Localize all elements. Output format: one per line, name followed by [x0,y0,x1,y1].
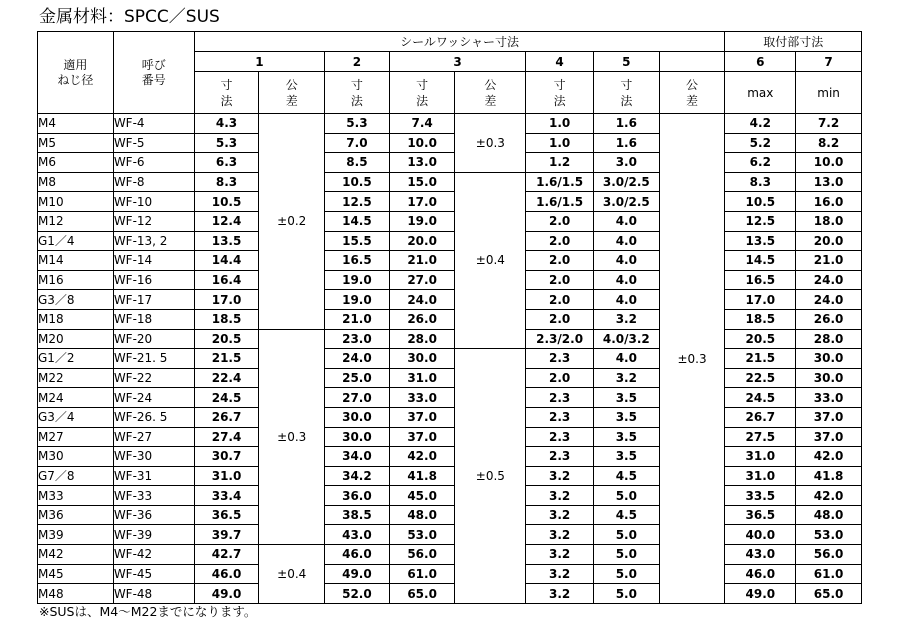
dim2-cell: 19.0 [325,290,390,310]
dim5-cell: 3.0/2.5 [593,172,659,192]
mount-min-cell: 42.0 [796,447,862,467]
header-col-2: 2 [325,52,390,72]
header-col-6: 6 [725,52,796,72]
dim1-cell: 12.4 [194,211,259,231]
dim2-cell: 52.0 [325,584,390,604]
table-row [38,251,862,271]
table-row [38,114,862,134]
model-cell: WF-30 [113,447,194,467]
mount-min-cell: 42.0 [796,486,862,506]
dim3-cell: 42.0 [389,447,455,467]
dim5-cell: 3.0/2.5 [593,192,659,212]
model-cell: WF-5 [113,133,194,153]
mount-min-cell: 7.2 [796,114,862,134]
table-row [38,172,862,192]
table-row [38,270,862,290]
dim2-cell: 49.0 [325,564,390,584]
table-row [38,153,862,173]
mount-min-cell: 37.0 [796,427,862,447]
header-col-5-blank [659,52,725,72]
mount-min-cell: 41.8 [796,466,862,486]
size-cell: M5 [38,133,114,153]
dim5-cell: 3.5 [593,447,659,467]
dim1-cell: 22.4 [194,368,259,388]
dim5-cell: 4.5 [593,466,659,486]
size-cell: G7／8 [38,466,114,486]
dim3-cell: 61.0 [389,564,455,584]
dim5-cell: 3.2 [593,368,659,388]
dim2-cell: 43.0 [325,525,390,545]
mount-max-cell: 8.3 [725,172,796,192]
size-cell: M10 [38,192,114,212]
dim1-cell: 39.7 [194,525,259,545]
dim1-cell: 31.0 [194,466,259,486]
dim2-cell: 21.0 [325,309,390,329]
dim1-cell: 26.7 [194,407,259,427]
dim2-cell: 5.3 [325,114,390,134]
dim3-cell: 10.0 [389,133,455,153]
dim3-cell: 17.0 [389,192,455,212]
dim3-cell: 48.0 [389,505,455,525]
dim3-cell: 37.0 [389,427,455,447]
table-row [38,133,862,153]
header-kousa-1: 公 差 [259,72,325,114]
model-cell: WF-4 [113,114,194,134]
dim4-cell: 1.0 [526,114,594,134]
mount-max-cell: 4.2 [725,114,796,134]
dim5-cell: 4.0 [593,211,659,231]
mount-min-cell: 37.0 [796,407,862,427]
dim5-cell: 4.5 [593,505,659,525]
dim3-cell: 26.0 [389,309,455,329]
dim2-cell: 24.0 [325,349,390,369]
dim5-cell: 3.5 [593,407,659,427]
size-cell: M20 [38,329,114,349]
dim3-cell: 53.0 [389,525,455,545]
model-cell: WF-8 [113,172,194,192]
dim5-cell: 4.0 [593,290,659,310]
header-kousa-3: 公 差 [455,72,526,114]
dim1-cell: 36.5 [194,505,259,525]
dim5-cell: 5.0 [593,545,659,565]
table-row [38,211,862,231]
size-cell: M45 [38,564,114,584]
dim5-cell: 3.5 [593,388,659,408]
spec-table [37,31,862,604]
dim4-cell: 2.0 [526,290,594,310]
table-row [38,584,862,604]
size-cell: G1／2 [38,349,114,369]
dim4-cell: 3.2 [526,486,594,506]
dim1-cell: 13.5 [194,231,259,251]
model-cell: WF-20 [113,329,194,349]
mount-max-cell: 31.0 [725,466,796,486]
mount-max-cell: 26.7 [725,407,796,427]
dim3-cell: 21.0 [389,251,455,271]
mount-max-cell: 40.0 [725,525,796,545]
dim4-cell: 2.3 [526,407,594,427]
table-row [38,290,862,310]
dim5-cell: 3.0 [593,153,659,173]
dim2-cell: 12.5 [325,192,390,212]
size-cell: M22 [38,368,114,388]
header-sunpo-1: 寸 法 [194,72,259,114]
dim4-cell: 2.3 [526,447,594,467]
table-row [38,564,862,584]
dim1-cell: 14.4 [194,251,259,271]
model-cell: WF-14 [113,251,194,271]
mount-max-cell: 24.5 [725,388,796,408]
dim3-cell: 37.0 [389,407,455,427]
dim5-cell: 4.0 [593,231,659,251]
dim4-cell: 2.0 [526,368,594,388]
mount-min-cell: 24.0 [796,270,862,290]
tolerance-5-cell: ±0.3 [659,114,725,604]
mount-min-cell: 26.0 [796,309,862,329]
header-washer-group: シールワッシャー寸法 [194,32,725,52]
header-sunpo-3: 寸 法 [389,72,455,114]
model-cell: WF-45 [113,564,194,584]
dim4-cell: 2.0 [526,309,594,329]
mount-min-cell: 16.0 [796,192,862,212]
tolerance-3-cell: ±0.4 [455,172,526,348]
dim2-cell: 36.0 [325,486,390,506]
dim4-cell: 2.3 [526,388,594,408]
mount-min-cell: 21.0 [796,251,862,271]
header-max: max [725,72,796,114]
mount-min-cell: 30.0 [796,368,862,388]
model-cell: WF-39 [113,525,194,545]
dim1-cell: 27.4 [194,427,259,447]
size-cell: M4 [38,114,114,134]
dim5-cell: 4.0 [593,270,659,290]
dim4-cell: 2.3 [526,427,594,447]
size-cell: M33 [38,486,114,506]
dim1-cell: 21.5 [194,349,259,369]
size-cell: G1／4 [38,231,114,251]
dim1-cell: 17.0 [194,290,259,310]
header-model: 呼び 番号 [113,32,194,114]
dim5-cell: 1.6 [593,133,659,153]
table-row [38,466,862,486]
dim2-cell: 25.0 [325,368,390,388]
dim3-cell: 45.0 [389,486,455,506]
header-min: min [796,72,862,114]
dim3-cell: 65.0 [389,584,455,604]
table-row [38,349,862,369]
dim1-cell: 33.4 [194,486,259,506]
dim1-cell: 5.3 [194,133,259,153]
dim4-cell: 3.2 [526,545,594,565]
dim3-cell: 24.0 [389,290,455,310]
dim2-cell: 19.0 [325,270,390,290]
dim1-cell: 6.3 [194,153,259,173]
mount-max-cell: 5.2 [725,133,796,153]
dim4-cell: 2.0 [526,270,594,290]
model-cell: WF-21. 5 [113,349,194,369]
dim4-cell: 3.2 [526,564,594,584]
mount-min-cell: 10.0 [796,153,862,173]
dim1-cell: 8.3 [194,172,259,192]
table-row [38,329,862,349]
mount-min-cell: 13.0 [796,172,862,192]
dim3-cell: 28.0 [389,329,455,349]
mount-min-cell: 24.0 [796,290,862,310]
mount-min-cell: 28.0 [796,329,862,349]
dim2-cell: 8.5 [325,153,390,173]
dim5-cell: 1.6 [593,114,659,134]
mount-min-cell: 65.0 [796,584,862,604]
size-cell: M8 [38,172,114,192]
size-cell: G3／4 [38,407,114,427]
dim5-cell: 3.5 [593,427,659,447]
dim2-cell: 30.0 [325,427,390,447]
mount-min-cell: 33.0 [796,388,862,408]
mount-max-cell: 12.5 [725,211,796,231]
model-cell: WF-17 [113,290,194,310]
dim1-cell: 18.5 [194,309,259,329]
dim2-cell: 23.0 [325,329,390,349]
mount-min-cell: 30.0 [796,349,862,369]
header-sunpo-5: 寸 法 [593,72,659,114]
dim3-cell: 19.0 [389,211,455,231]
tolerance-1-cell: ±0.2 [259,114,325,330]
header-col-5: 5 [593,52,659,72]
dim4-cell: 3.2 [526,505,594,525]
dim2-cell: 30.0 [325,407,390,427]
size-cell: M36 [38,505,114,525]
dim4-cell: 2.0 [526,211,594,231]
dim2-cell: 46.0 [325,545,390,565]
size-cell: M27 [38,427,114,447]
mount-min-cell: 20.0 [796,231,862,251]
size-cell: M24 [38,388,114,408]
size-cell: M12 [38,211,114,231]
tolerance-3-cell: ±0.5 [455,349,526,604]
dim3-cell: 27.0 [389,270,455,290]
header-col-7: 7 [796,52,862,72]
mount-max-cell: 18.5 [725,309,796,329]
dim4-cell: 2.3 [526,349,594,369]
mount-max-cell: 16.5 [725,270,796,290]
mount-max-cell: 31.0 [725,447,796,467]
mount-max-cell: 36.5 [725,505,796,525]
mount-max-cell: 43.0 [725,545,796,565]
mount-max-cell: 46.0 [725,564,796,584]
dim4-cell: 2.0 [526,231,594,251]
dim5-cell: 5.0 [593,584,659,604]
dim1-cell: 10.5 [194,192,259,212]
dim2-cell: 34.0 [325,447,390,467]
dim1-cell: 30.7 [194,447,259,467]
model-cell: WF-22 [113,368,194,388]
dim4-cell: 3.2 [526,466,594,486]
dim3-cell: 41.8 [389,466,455,486]
dim2-cell: 14.5 [325,211,390,231]
table-row [38,447,862,467]
header-size: 適用 ねじ径 [38,32,114,114]
mount-max-cell: 17.0 [725,290,796,310]
mount-min-cell: 53.0 [796,525,862,545]
mount-min-cell: 61.0 [796,564,862,584]
dim3-cell: 13.0 [389,153,455,173]
size-cell: M14 [38,251,114,271]
dim2-cell: 34.2 [325,466,390,486]
dim2-cell: 27.0 [325,388,390,408]
size-cell: M42 [38,545,114,565]
dim1-cell: 46.0 [194,564,259,584]
tolerance-1-cell: ±0.3 [259,329,325,545]
model-cell: WF-36 [113,505,194,525]
model-cell: WF-33 [113,486,194,506]
model-cell: WF-42 [113,545,194,565]
dim1-cell: 42.7 [194,545,259,565]
table-row [38,231,862,251]
dim1-cell: 24.5 [194,388,259,408]
table-row [38,388,862,408]
tolerance-1-cell: ±0.4 [259,545,325,604]
mount-max-cell: 21.5 [725,349,796,369]
table-row [38,407,862,427]
mount-max-cell: 49.0 [725,584,796,604]
dim1-cell: 49.0 [194,584,259,604]
dim4-cell: 1.6/1.5 [526,172,594,192]
table-row [38,427,862,447]
dim1-cell: 4.3 [194,114,259,134]
dim4-cell: 3.2 [526,525,594,545]
dim2-cell: 15.5 [325,231,390,251]
dim5-cell: 5.0 [593,486,659,506]
table-row [38,309,862,329]
mount-max-cell: 20.5 [725,329,796,349]
mount-max-cell: 6.2 [725,153,796,173]
dim5-cell: 3.2 [593,309,659,329]
size-cell: M48 [38,584,114,604]
dim2-cell: 10.5 [325,172,390,192]
dim5-cell: 5.0 [593,564,659,584]
dim3-cell: 15.0 [389,172,455,192]
footnote: ※SUSは、M4～M22までになります。 [39,604,257,619]
model-cell: WF-26. 5 [113,407,194,427]
header-mount-group: 取付部寸法 [725,32,862,52]
dim4-cell: 3.2 [526,584,594,604]
header-col-3: 3 [389,52,525,72]
dim4-cell: 2.3/2.0 [526,329,594,349]
mount-min-cell: 56.0 [796,545,862,565]
model-cell: WF-31 [113,466,194,486]
dim3-cell: 31.0 [389,368,455,388]
page-title: 金属材料：SPCC／SUS [39,7,220,27]
model-cell: WF-10 [113,192,194,212]
dim3-cell: 56.0 [389,545,455,565]
table-row [38,525,862,545]
model-cell: WF-13, 2 [113,231,194,251]
table-row [38,192,862,212]
header-sunpo-2: 寸 法 [325,72,390,114]
model-cell: WF-6 [113,153,194,173]
table-row [38,505,862,525]
table-row [38,486,862,506]
table-row [38,368,862,388]
mount-max-cell: 14.5 [725,251,796,271]
header-kousa-5: 公 差 [659,72,725,114]
header-col-1: 1 [194,52,324,72]
mount-min-cell: 8.2 [796,133,862,153]
size-cell: M39 [38,525,114,545]
dim4-cell: 2.0 [526,251,594,271]
dim5-cell: 4.0 [593,251,659,271]
model-cell: WF-18 [113,309,194,329]
dim4-cell: 1.0 [526,133,594,153]
header-sunpo-4: 寸 法 [526,72,594,114]
dim3-cell: 33.0 [389,388,455,408]
tolerance-3-cell: ±0.3 [455,114,526,173]
dim3-cell: 20.0 [389,231,455,251]
mount-max-cell: 22.5 [725,368,796,388]
dim5-cell: 5.0 [593,525,659,545]
table-row [38,545,862,565]
dim3-cell: 7.4 [389,114,455,134]
mount-max-cell: 27.5 [725,427,796,447]
model-cell: WF-27 [113,427,194,447]
model-cell: WF-12 [113,211,194,231]
mount-max-cell: 13.5 [725,231,796,251]
model-cell: WF-16 [113,270,194,290]
size-cell: M16 [38,270,114,290]
dim2-cell: 38.5 [325,505,390,525]
dim4-cell: 1.6/1.5 [526,192,594,212]
dim1-cell: 16.4 [194,270,259,290]
header-col-4: 4 [526,52,594,72]
mount-min-cell: 18.0 [796,211,862,231]
dim5-cell: 4.0 [593,349,659,369]
dim3-cell: 30.0 [389,349,455,369]
dim2-cell: 7.0 [325,133,390,153]
dim5-cell: 4.0/3.2 [593,329,659,349]
model-cell: WF-24 [113,388,194,408]
dim4-cell: 1.2 [526,153,594,173]
dim2-cell: 16.5 [325,251,390,271]
size-cell: G3／8 [38,290,114,310]
mount-max-cell: 10.5 [725,192,796,212]
size-cell: M18 [38,309,114,329]
mount-min-cell: 48.0 [796,505,862,525]
dim1-cell: 20.5 [194,329,259,349]
model-cell: WF-48 [113,584,194,604]
size-cell: M6 [38,153,114,173]
mount-max-cell: 33.5 [725,486,796,506]
size-cell: M30 [38,447,114,467]
